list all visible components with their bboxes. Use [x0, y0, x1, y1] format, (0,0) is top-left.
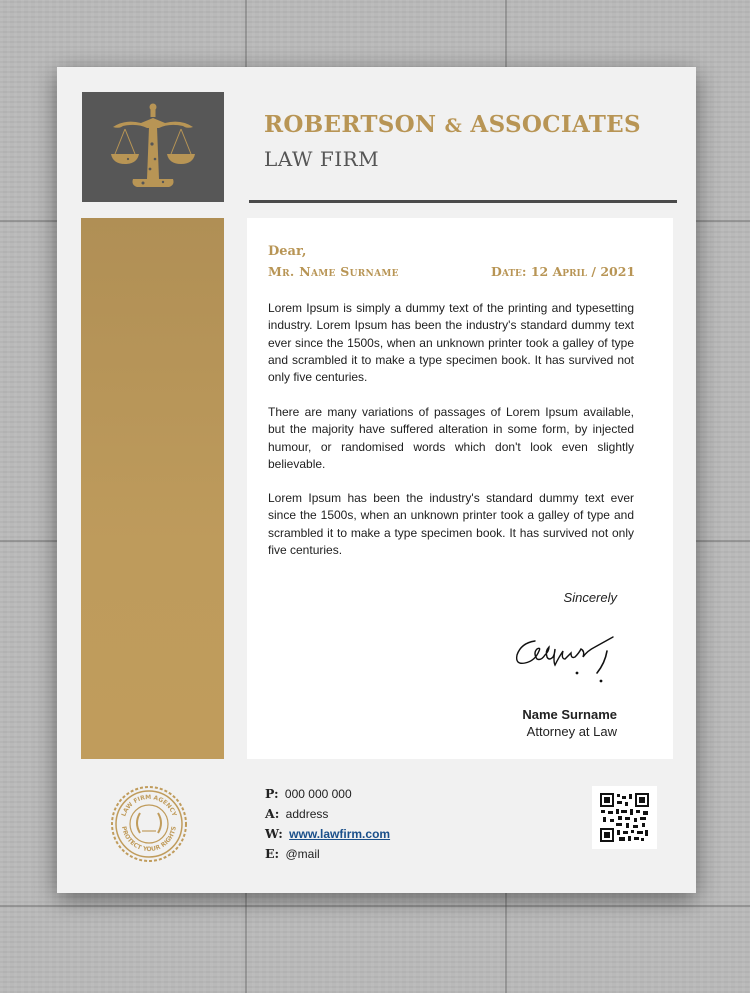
- paragraph-3: Lorem Ipsum has been the industry's standard dummy text ever since the 1500s, when an unknown printer took a galley of type and scrambled it to make a type specimen book. It has survived not only five centuries.: [268, 491, 634, 557]
- paragraph-2: There are many variations of passages of Lorem Ipsum available, but the majority have suffered alteration in some form, by injected humour, or randomised words which don't look even slightly believable.: [268, 405, 634, 471]
- seal-bottom-text: PROTECT YOUR RIGHTS: [120, 825, 178, 854]
- firm-name-ampersand: &: [444, 115, 463, 137]
- header-divider: [249, 200, 677, 203]
- gold-sidebar: [81, 218, 224, 759]
- signer-title: Attorney at Law: [526, 724, 617, 739]
- scales-of-justice-icon: [103, 99, 203, 195]
- recipient-name: Mr. Name Surname: [268, 264, 399, 279]
- letterhead-page: [57, 67, 696, 893]
- firm-name-part2: ASSOCIATES: [470, 111, 641, 138]
- greeting: Dear,: [268, 244, 307, 259]
- contact-address-label: A:: [265, 806, 280, 821]
- qr-code: [592, 786, 657, 849]
- contact-address: [265, 806, 390, 826]
- contact-website: [265, 826, 390, 846]
- paragraph-1: Lorem Ipsum is simply a dummy text of the printing and typesetting industry. Lorem Ipsum has been the industry's standard dummy text ever since the 1500s, when an unknown printer took a galley of type and scrambled it to make a type specimen book. It has survived not only five centuries.: [268, 301, 634, 385]
- signer-name: Name Surname: [522, 707, 617, 722]
- logo-box: [82, 92, 224, 202]
- law-firm-seal-icon: [110, 785, 188, 863]
- letter-body: [247, 218, 673, 759]
- letter-date: Date: 12 April / 2021: [491, 264, 636, 279]
- contact-phone-label: P:: [265, 786, 279, 801]
- website-link[interactable]: www.lawfirm.com: [289, 827, 391, 841]
- firm-name: [264, 111, 641, 138]
- contact-email-value: @mail: [285, 847, 320, 861]
- signature-icon: [515, 621, 625, 691]
- seal-top-text: LAW FIRM AGENCY: [120, 793, 178, 818]
- contact-website-label: W:: [265, 826, 283, 841]
- background-plank-line: [0, 905, 750, 907]
- svg-text:PROTECT YOUR RIGHTS: [120, 826, 178, 853]
- contact-phone: [265, 786, 390, 806]
- contact-phone-value: 000 000 000: [284, 787, 352, 801]
- contact-info: [265, 786, 390, 866]
- qr-code-icon: [600, 793, 649, 842]
- contact-email: [265, 846, 390, 866]
- closing: Sincerely: [563, 590, 617, 605]
- firm-name-part1: ROBERTSON: [264, 111, 437, 138]
- firm-subtitle: LAW FIRM: [264, 147, 380, 171]
- contact-email-label: E:: [265, 846, 280, 861]
- contact-address-value: address: [285, 807, 329, 821]
